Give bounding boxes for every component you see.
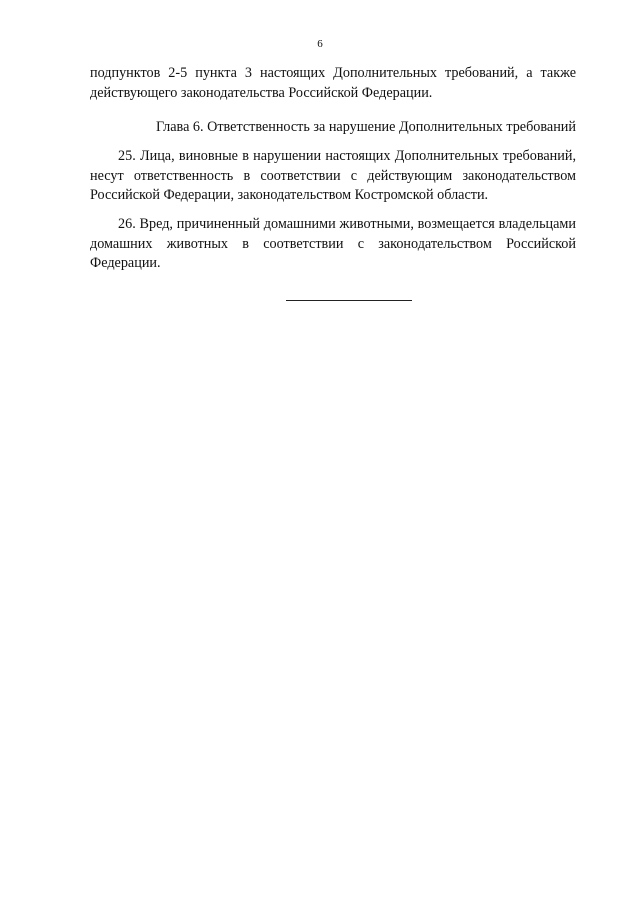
continuation-paragraph: подпунктов 2-5 пункта 3 настоящих Дополнительных требований, а также действующего законодательства Российской Федерации. (90, 65, 576, 101)
continuation-paragraph-block (90, 64, 576, 103)
page-number: 6 (317, 38, 323, 50)
chapter-heading: Глава 6. Ответственность за нарушение Дополнительных требований (156, 119, 576, 135)
paragraph-25: 25. Лица, виновные в нарушении настоящих Дополнительных требований, несут ответственность в соответствии с действующим законодательством Российской Федерации, законодательством Костромской области. (90, 148, 576, 203)
paragraph-26-block (90, 215, 576, 274)
paragraph-25-block (90, 147, 576, 206)
paragraph-26: 26. Вред, причиненный домашними животными, возмещается владельцами домашних животных в соответствии с законодательством Российской Федерации. (90, 216, 576, 271)
end-of-document-line (286, 300, 412, 301)
